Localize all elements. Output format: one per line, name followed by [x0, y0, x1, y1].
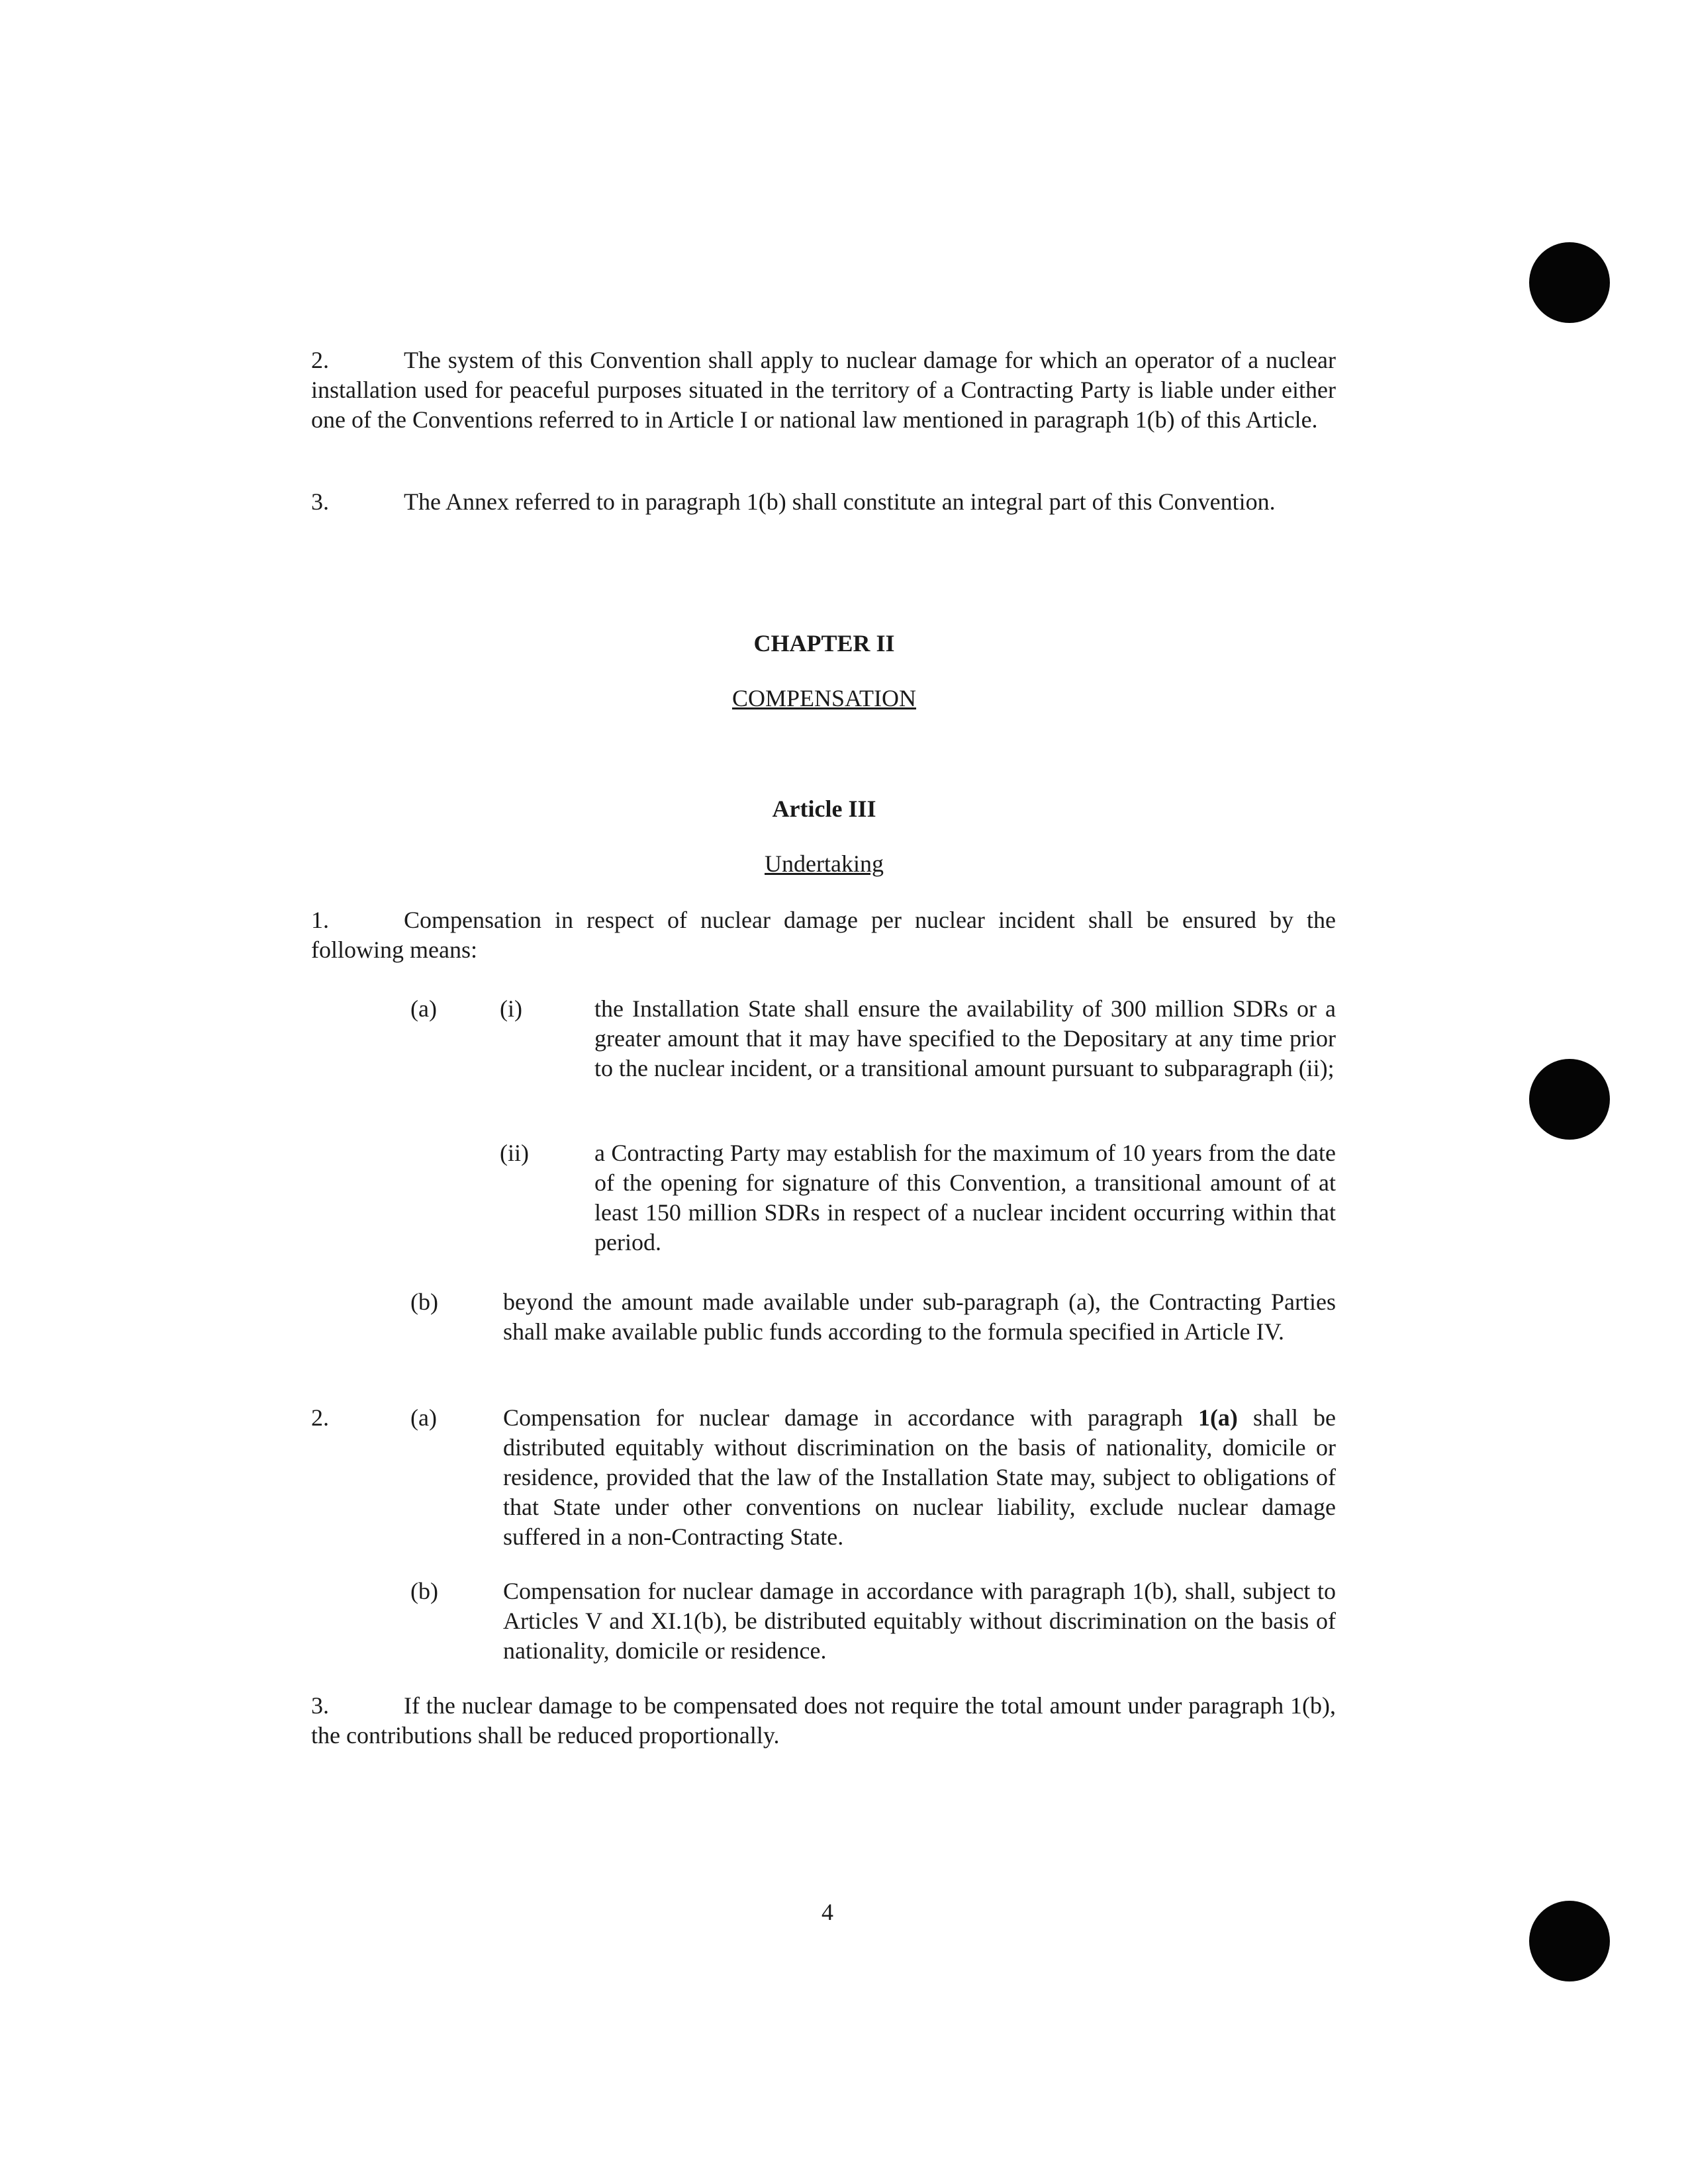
subparagraph-text-2a [503, 1403, 1336, 1552]
article2-paragraph-2 [311, 345, 1336, 435]
item-label-1a-i: (i) [500, 995, 522, 1022]
article3-paragraph-1 [311, 905, 1336, 965]
page-number: 4 [821, 1899, 833, 1925]
punch-hole-top [1529, 242, 1610, 323]
paragraph-number: 2. [311, 347, 329, 373]
article-title: Undertaking [765, 850, 884, 877]
text-segment: Compensation for nuclear damage in accordance with paragraph [503, 1404, 1198, 1431]
chapter-heading: CHAPTER II [753, 630, 895, 657]
paragraph-text: If the nuclear damage to be compensated does not require the total amount under paragraph 1(b), the contributions shall be reduced proportionally. [311, 1692, 1336, 1749]
paragraph-text: The Annex referred to in paragraph 1(b) shall constitute an integral part of this Convention. [404, 488, 1276, 515]
paragraph-number: 3. [311, 488, 329, 515]
paragraph-text: Compensation in respect of nuclear damage per nuclear incident shall be ensured by the following means: [311, 907, 1336, 963]
subparagraph-label-1a: (a) [410, 995, 437, 1022]
item-text-1a-i: the Installation State shall ensure the availability of 300 million SDRs or a greater amount that it may have specified to the Depositary at any time prior to the nuclear incident, or a transitional amount pursuant to subparagraph (ii); [594, 995, 1336, 1081]
article2-paragraph-3 [311, 487, 1336, 517]
paragraph-number: 3. [311, 1692, 329, 1719]
item-label-1a-ii: (ii) [500, 1140, 529, 1166]
chapter-subheading [311, 684, 1337, 713]
item-text-1a-ii: a Contracting Party may establish for the maximum of 10 years from the date of the opening for signature of this Convention, a transitional amount of at least 150 million SDRs in respect of a nuclear incident occurring within that period. [594, 1140, 1336, 1255]
article3-paragraph-3 [311, 1691, 1336, 1751]
subparagraph-label-1b: (b) [410, 1289, 438, 1315]
subparagraph-label-2a: (a) [410, 1404, 437, 1431]
punch-hole-bottom [1529, 1901, 1610, 1981]
subparagraph-text-2b: Compensation for nuclear damage in accordance with paragraph 1(b), shall, subject to Articles V and XI.1(b), be distributed equitably without discrimination on the basis of nationality, domicile or residence. [503, 1578, 1336, 1664]
paragraph-number: 1. [311, 907, 329, 933]
punch-hole-middle [1529, 1059, 1610, 1140]
paragraph-number-2: 2. [311, 1404, 329, 1431]
text-segment: shall be distributed equitably without discrimination on the basis of nationality, domicile or residence, provided that the law of the Installation State may, subject to obligations of that State under other conventions on nuclear liability, exclude nuclear damage suffered in a non-Contracting State. [503, 1404, 1336, 1550]
subparagraph-label-2b: (b) [410, 1578, 438, 1604]
article-heading: Article III [772, 796, 876, 822]
chapter-title: COMPENSATION [731, 685, 917, 711]
subparagraph-text-1b: beyond the amount made available under sub-paragraph (a), the Contracting Parties shall make available public funds according to the formula specified in Article IV. [503, 1289, 1336, 1345]
article-subheading [311, 849, 1337, 879]
paragraph-text: The system of this Convention shall apply to nuclear damage for which an operator of a nuclear installation used for peaceful purposes situated in the territory of a Contracting Party is liable under either one of the Conventions referred to in Article I or national law mentioned in paragraph 1(b) of this Article. [311, 347, 1336, 433]
bold-reference: 1(a) [1197, 1404, 1238, 1431]
